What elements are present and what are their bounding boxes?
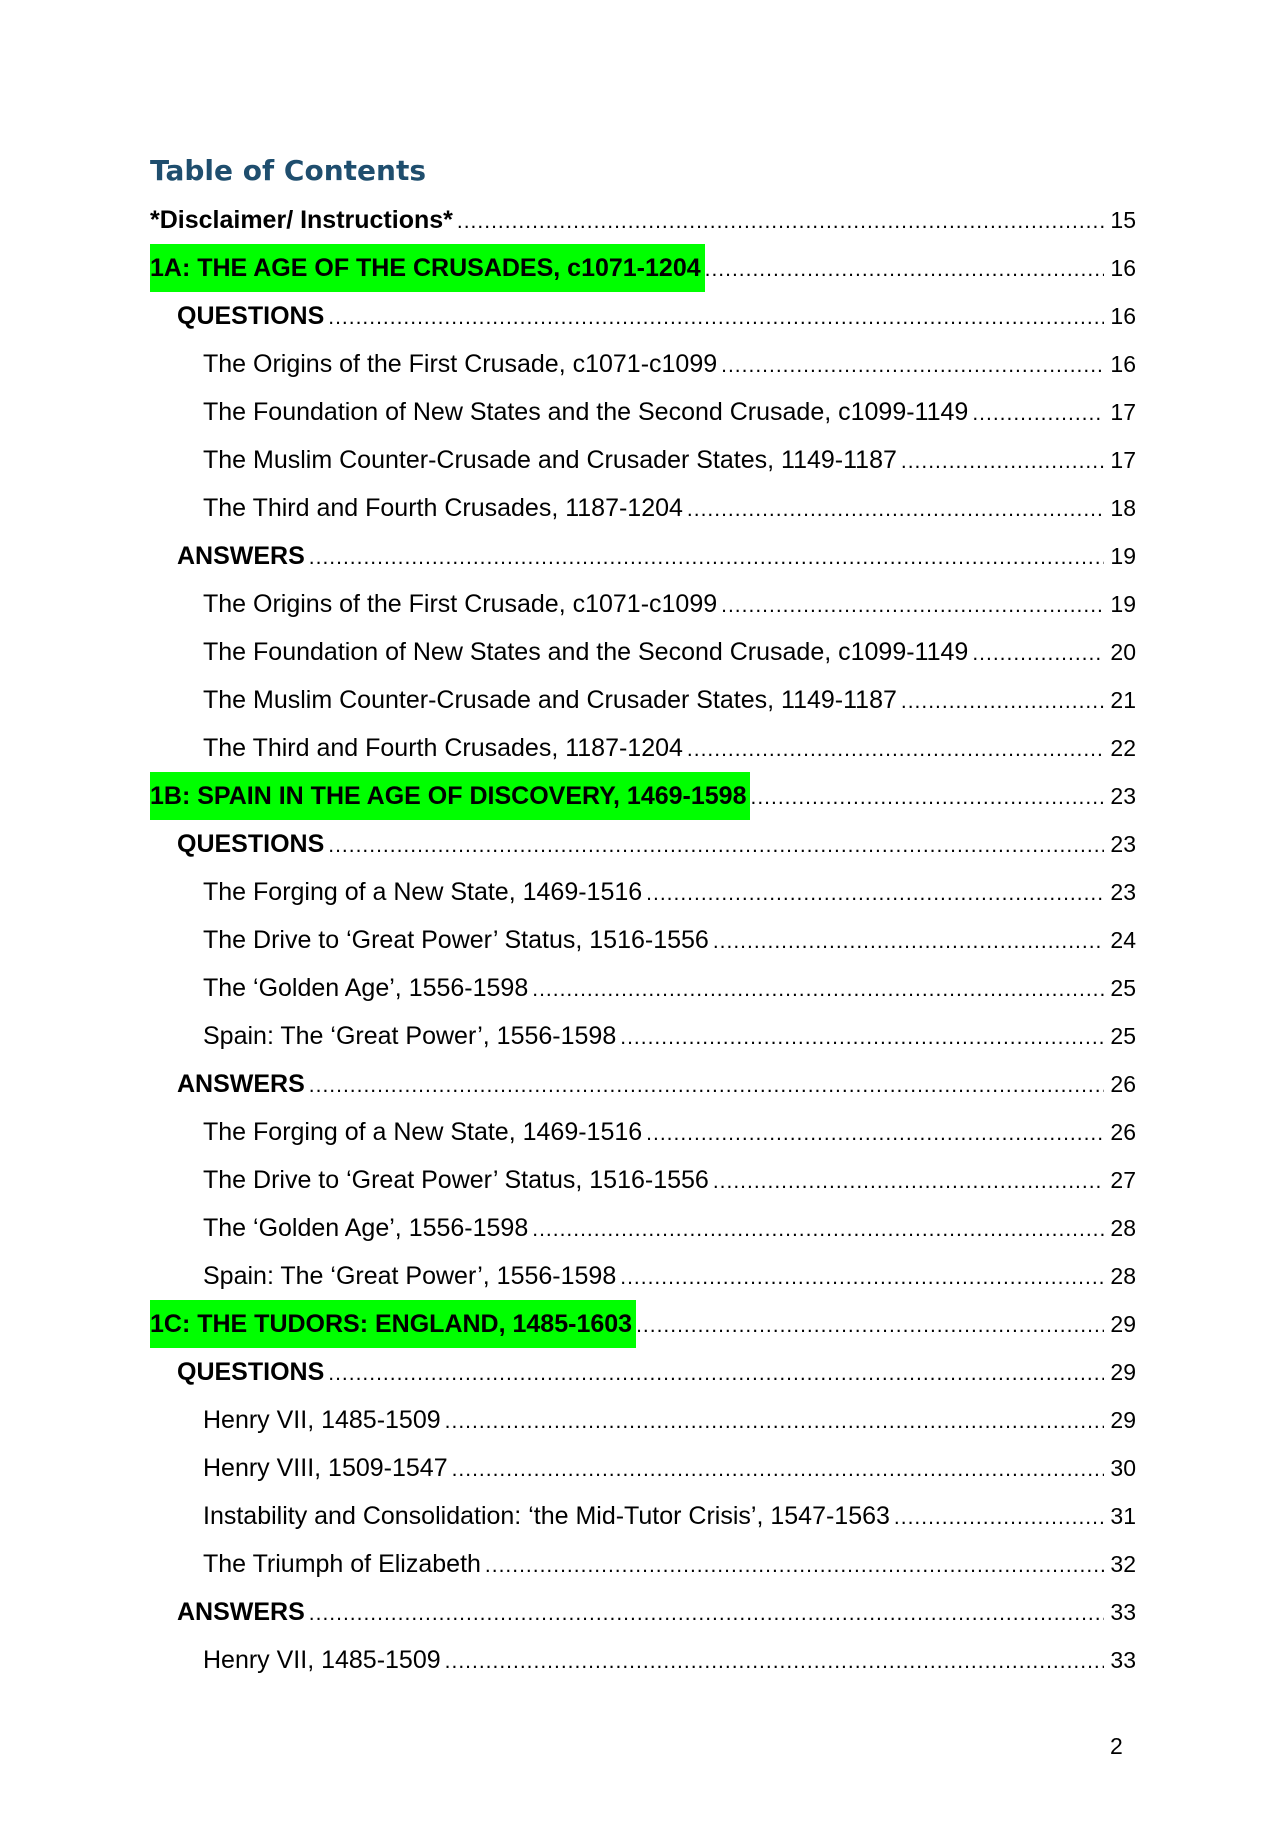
toc-entry-label: Spain: The ‘Great Power’, 1556-1598	[203, 1022, 617, 1050]
dot-leader	[901, 678, 1105, 724]
toc-topic-entry[interactable]	[150, 436, 1136, 484]
dot-leader	[687, 486, 1104, 532]
toc-entry-page: 16	[1110, 255, 1136, 281]
toc-topic-entry[interactable]	[150, 964, 1136, 1012]
toc-entry-label: Spain: The ‘Great Power’, 1556-1598	[203, 1262, 617, 1290]
toc-entry-page: 17	[1110, 447, 1136, 473]
toc-topic-entry[interactable]	[150, 1492, 1136, 1540]
toc-entry-page: 16	[1110, 303, 1136, 329]
toc-topic-entry[interactable]	[150, 580, 1136, 628]
toc-entry-page: 15	[1110, 207, 1136, 233]
toc-topic-entry[interactable]	[150, 1252, 1136, 1300]
toc-subsection-entry[interactable]	[150, 820, 1136, 868]
dot-leader	[646, 1110, 1104, 1156]
toc-entry-page: 23	[1110, 831, 1136, 857]
toc-entry-label: The Forging of a New State, 1469-1516	[203, 1118, 643, 1146]
toc-subsection-entry[interactable]	[150, 1060, 1136, 1108]
toc-subsection-entry[interactable]	[150, 1348, 1136, 1396]
dot-leader	[328, 822, 1104, 868]
toc-entry-label: QUESTIONS	[177, 302, 325, 330]
toc-entry-page: 28	[1110, 1263, 1136, 1289]
toc-entry-page: 23	[1110, 783, 1136, 809]
dot-leader	[901, 438, 1105, 484]
dot-leader	[328, 294, 1104, 340]
toc-entry-label: The Drive to ‘Great Power’ Status, 1516-1556	[203, 926, 709, 954]
toc-topic-entry[interactable]	[150, 868, 1136, 916]
dot-leader	[687, 726, 1104, 772]
toc-entry-page: 18	[1110, 495, 1136, 521]
dot-leader	[532, 1206, 1104, 1252]
dot-leader	[309, 1590, 1105, 1636]
dot-leader	[721, 342, 1104, 388]
toc-entry-label: The ‘Golden Age’, 1556-1598	[203, 1214, 529, 1242]
toc-entry-label: ANSWERS	[177, 1070, 305, 1098]
dot-leader	[972, 630, 1104, 676]
toc-subsection-entry[interactable]	[150, 532, 1136, 580]
dot-leader	[309, 534, 1105, 580]
dot-leader	[713, 918, 1105, 964]
toc-entry-label: The Muslim Counter-Crusade and Crusader States, 1149-1187	[203, 686, 897, 714]
toc-entry-label: 1A: THE AGE OF THE CRUSADES, c1071-1204	[150, 244, 705, 292]
toc-subsection-entry[interactable]	[150, 292, 1136, 340]
toc-entry-label: 1C: THE TUDORS: ENGLAND, 1485-1603	[150, 1300, 636, 1348]
toc-entry-label: The Muslim Counter-Crusade and Crusader States, 1149-1187	[203, 446, 897, 474]
toc-entry-page: 33	[1110, 1599, 1136, 1625]
toc-list	[150, 196, 1136, 1684]
toc-entry-page: 21	[1110, 687, 1136, 713]
toc-section-entry[interactable]	[150, 196, 1136, 244]
toc-entry-label: The Forging of a New State, 1469-1516	[203, 878, 643, 906]
toc-entry-page: 33	[1110, 1647, 1136, 1673]
dot-leader	[620, 1254, 1104, 1300]
dot-leader	[445, 1398, 1105, 1444]
toc-topic-entry[interactable]	[150, 1204, 1136, 1252]
toc-topic-entry[interactable]	[150, 916, 1136, 964]
toc-topic-entry[interactable]	[150, 1636, 1136, 1684]
toc-entry-page: 26	[1110, 1119, 1136, 1145]
toc-entry-label: Henry VII, 1485-1509	[203, 1646, 441, 1674]
toc-entry-page: 19	[1110, 591, 1136, 617]
toc-entry-page: 19	[1110, 543, 1136, 569]
toc-entry-label: The Drive to ‘Great Power’ Status, 1516-1556	[203, 1166, 709, 1194]
toc-entry-page: 31	[1110, 1503, 1136, 1529]
toc-entry-label: The Origins of the First Crusade, c1071-c1099	[203, 350, 718, 378]
toc-entry-page: 30	[1110, 1455, 1136, 1481]
toc-entry-page: 17	[1110, 399, 1136, 425]
dot-leader	[532, 966, 1104, 1012]
toc-topic-entry[interactable]	[150, 1156, 1136, 1204]
dot-leader	[894, 1494, 1104, 1540]
toc-entry-label: QUESTIONS	[177, 1358, 325, 1386]
toc-entry-label: Henry VIII, 1509-1547	[203, 1454, 448, 1482]
dot-leader	[721, 582, 1104, 628]
toc-entry-label: The ‘Golden Age’, 1556-1598	[203, 974, 529, 1002]
toc-entry-label: The Third and Fourth Crusades, 1187-1204	[203, 494, 683, 522]
toc-entry-page: 28	[1110, 1215, 1136, 1241]
toc-topic-entry[interactable]	[150, 388, 1136, 436]
dot-leader	[445, 1638, 1105, 1684]
toc-entry-page: 29	[1110, 1311, 1136, 1337]
toc-title: Table of Contents	[150, 154, 427, 187]
dot-leader	[636, 1302, 1104, 1348]
toc-entry-page: 16	[1110, 351, 1136, 377]
dot-leader	[457, 198, 1105, 244]
toc-entry-label: ANSWERS	[177, 1598, 305, 1626]
toc-topic-entry[interactable]	[150, 628, 1136, 676]
dot-leader	[750, 774, 1104, 820]
toc-topic-entry[interactable]	[150, 484, 1136, 532]
toc-entry-page: 20	[1110, 639, 1136, 665]
page-number: 2	[1110, 1733, 1123, 1759]
toc-entry-page: 29	[1110, 1407, 1136, 1433]
toc-entry-label: Henry VII, 1485-1509	[203, 1406, 441, 1434]
dot-leader	[713, 1158, 1105, 1204]
toc-topic-entry[interactable]	[150, 724, 1136, 772]
toc-topic-entry[interactable]	[150, 1540, 1136, 1588]
toc-section-entry[interactable]	[150, 772, 1136, 820]
toc-entry-label: *Disclaimer/ Instructions*	[150, 206, 453, 234]
toc-entry-page: 29	[1110, 1359, 1136, 1385]
toc-entry-label: QUESTIONS	[177, 830, 325, 858]
toc-entry-page: 32	[1110, 1551, 1136, 1577]
dot-leader	[620, 1014, 1104, 1060]
toc-entry-label: The Origins of the First Crusade, c1071-c1099	[203, 590, 718, 618]
toc-subsection-entry[interactable]	[150, 1588, 1136, 1636]
toc-entry-page: 27	[1110, 1167, 1136, 1193]
toc-entry-label: The Triumph of Elizabeth	[203, 1550, 481, 1578]
toc-section-entry[interactable]	[150, 244, 1136, 292]
toc-topic-entry[interactable]	[150, 1396, 1136, 1444]
toc-entry-label: The Third and Fourth Crusades, 1187-1204	[203, 734, 683, 762]
toc-section-entry[interactable]	[150, 1300, 1136, 1348]
dot-leader	[705, 246, 1105, 292]
toc-topic-entry[interactable]	[150, 1108, 1136, 1156]
toc-entry-label: The Foundation of New States and the Second Crusade, c1099-1149	[203, 638, 969, 666]
dot-leader	[452, 1446, 1105, 1492]
toc-entry-label: The Foundation of New States and the Second Crusade, c1099-1149	[203, 398, 969, 426]
dot-leader	[646, 870, 1104, 916]
toc-topic-entry[interactable]	[150, 676, 1136, 724]
toc-entry-label: 1B: SPAIN IN THE AGE OF DISCOVERY, 1469-1598	[150, 772, 750, 820]
dot-leader	[328, 1350, 1104, 1396]
toc-topic-entry[interactable]	[150, 340, 1136, 388]
toc-entry-page: 22	[1110, 735, 1136, 761]
toc-entry-page: 26	[1110, 1071, 1136, 1097]
toc-entry-label: Instability and Consolidation: ‘the Mid-Tutor Crisis’, 1547-1563	[203, 1502, 890, 1530]
toc-entry-label: ANSWERS	[177, 542, 305, 570]
toc-topic-entry[interactable]	[150, 1012, 1136, 1060]
toc-topic-entry[interactable]	[150, 1444, 1136, 1492]
toc-entry-page: 25	[1110, 1023, 1136, 1049]
dot-leader	[309, 1062, 1105, 1108]
dot-leader	[485, 1542, 1104, 1588]
toc-entry-page: 23	[1110, 879, 1136, 905]
toc-entry-page: 24	[1110, 927, 1136, 953]
toc-entry-page: 25	[1110, 975, 1136, 1001]
dot-leader	[972, 390, 1104, 436]
